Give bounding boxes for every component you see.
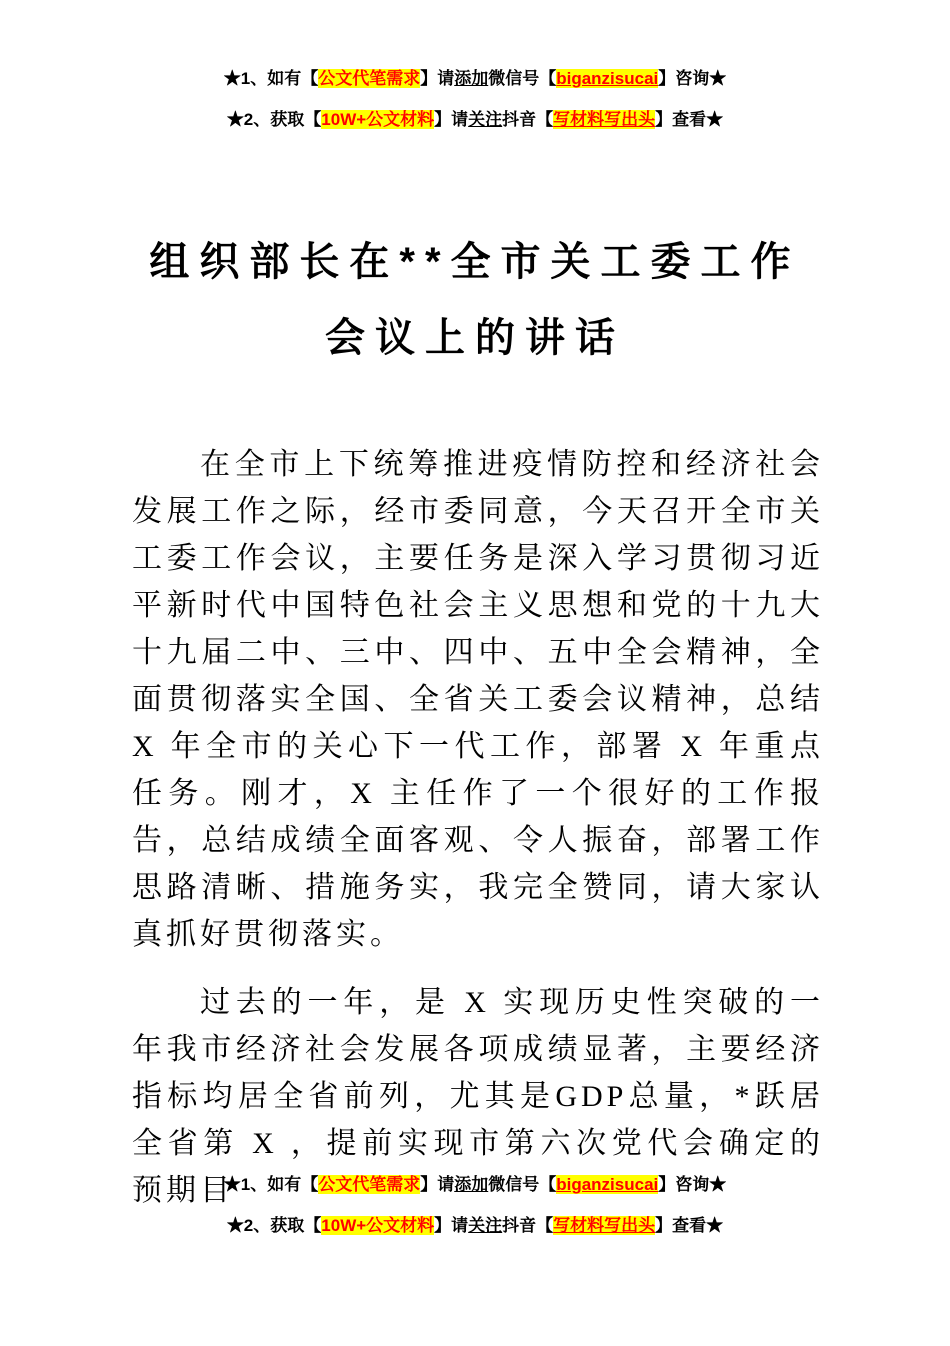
text-segment: ★2、获取【 [226,1216,322,1235]
materials-highlight: 10W+公文材料 [321,1216,435,1235]
text-segment: 】请 [434,1216,469,1235]
wechat-id-highlight: biganzisucai [556,69,659,88]
footer-promo [0,1172,950,1239]
header-promo-line-2 [0,107,950,133]
text-segment: 】咨询★ [658,1175,727,1194]
text-segment: ★1、如有【 [223,1175,319,1194]
text-segment: 微信号【 [488,1175,557,1194]
text-segment: 抖音【 [502,1216,554,1235]
footer-promo-line-1 [0,1172,950,1198]
add-action-text: 添加 [454,1175,489,1194]
document-title [0,224,950,376]
wechat-id-highlight: biganzisucai [556,1175,659,1194]
footer-promo-line-2 [0,1213,950,1239]
text-segment: 】查看★ [655,1216,724,1235]
header-promo-line-1 [0,66,950,92]
follow-action-text: 关注 [468,110,503,129]
text-segment: 】查看★ [655,110,724,129]
paragraph-1: 在全市上下统筹推进疫情防控和经济社会发展工作之际，经市委同意，今天召开全市关工委工作会议，主要任务是深入学习贯彻习近平新时代中国特色社会主义思想和党的十九大十九届二中、三中、四中、五中全会精神，全面贯彻落实全国、全省关工委会议精神，总结 X 年全市的关心下一代工作，部署 X 年重点任务。刚才，X 主任作了一个很好的工作报告，总结成绩全面客观、令人振奋，部署工作思路清晰、措施务实，我完全赞同，请大家认真抓好贯彻落实。 [132,448,824,951]
writing-service-highlight: 公文代笔需求 [318,69,421,88]
text-segment: 微信号【 [488,69,557,88]
document-body [132,441,824,1214]
text-segment: ★2、获取【 [226,110,322,129]
text-segment: 】请 [420,69,455,88]
paragraph-2: 过去的一年，是 X 实现历史性突破的一年我市经济社会发展各项成绩显著，主要经济指标均居全省前列，尤其是GDP总量，*跃居全省第 X ，提前实现市第六次党代会确定的预期目 [132,986,824,1207]
douyin-name-highlight: 写材料写出头 [553,110,656,129]
add-action-text: 添加 [454,69,489,88]
writing-service-highlight: 公文代笔需求 [318,1175,421,1194]
materials-highlight: 10W+公文材料 [321,110,435,129]
document-title-line-2: 会议上的讲话 [325,316,625,360]
text-segment: 】请 [434,110,469,129]
text-segment: ★1、如有【 [223,69,319,88]
text-segment: 抖音【 [502,110,554,129]
document-title-line-1: 组织部长在**全市关工委工作 [149,240,801,284]
text-segment: 】请 [420,1175,455,1194]
header-promo [0,66,950,133]
douyin-name-highlight: 写材料写出头 [553,1216,656,1235]
text-segment: 】咨询★ [658,69,727,88]
follow-action-text: 关注 [468,1216,503,1235]
